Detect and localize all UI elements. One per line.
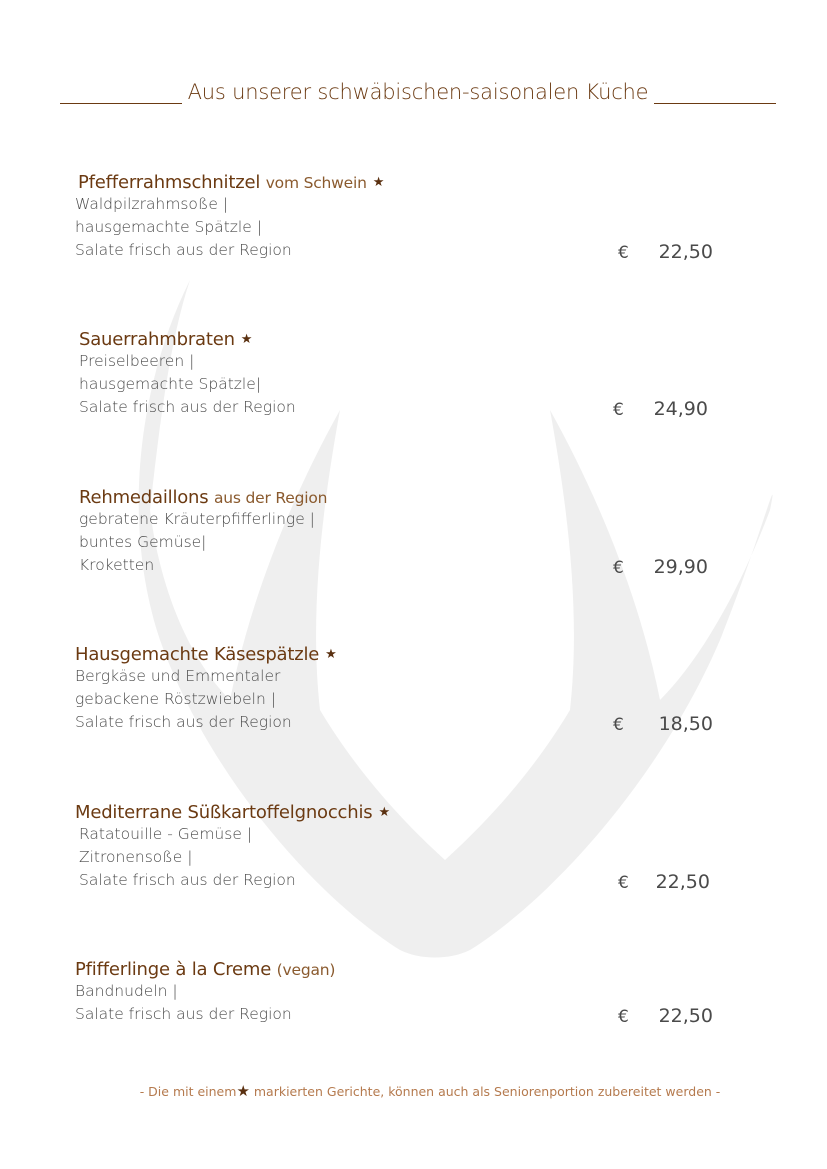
dish-description xyxy=(79,508,827,577)
section-title: Aus unserer schwäbischen-saisonalen Küche xyxy=(187,80,649,104)
dish-price: 22,50 xyxy=(658,241,713,263)
dish-description xyxy=(79,823,827,892)
description-line: Salate frisch aus der Region xyxy=(75,1005,292,1023)
description-line: buntes Gemüse| xyxy=(79,533,207,551)
dish-name-line xyxy=(75,802,827,823)
description-line: Waldpilzrahmsoße | xyxy=(75,195,229,213)
star-icon: ★ xyxy=(372,175,385,190)
star-icon: ★ xyxy=(236,1082,250,1100)
description-line: Salate frisch aus der Region xyxy=(75,713,292,731)
menu-item xyxy=(0,172,827,262)
dish-name: Rehmedaillons xyxy=(79,487,209,508)
currency-symbol: € xyxy=(618,243,629,263)
description-line: Ratatouille - Gemüse | xyxy=(79,825,253,843)
dish-price: 29,90 xyxy=(653,556,708,578)
dish-description xyxy=(79,350,827,419)
description-line: Preiselbeeren | xyxy=(79,352,195,370)
heading-rule-left xyxy=(60,81,182,104)
currency-symbol: € xyxy=(613,715,624,735)
dish-name-line xyxy=(75,644,827,665)
dish-name-line xyxy=(75,959,827,980)
description-line: Kroketten xyxy=(79,556,155,574)
dish-name: Pfefferrahmschnitzel xyxy=(78,172,261,193)
dish-name-line xyxy=(78,172,827,193)
menu-item xyxy=(0,644,827,734)
section-heading xyxy=(60,80,776,104)
currency-symbol: € xyxy=(618,873,629,893)
dish-subtitle: (vegan) xyxy=(276,961,336,979)
description-line: Salate frisch aus der Region xyxy=(79,398,296,416)
currency-symbol: € xyxy=(613,558,624,578)
description-line: Salate frisch aus der Region xyxy=(75,241,292,259)
dish-description xyxy=(75,980,827,1026)
dish-price: 22,50 xyxy=(658,1005,713,1027)
dish-subtitle: aus der Region xyxy=(213,489,328,507)
description-line: Salate frisch aus der Region xyxy=(79,871,296,889)
footer-text-after: markierten Gerichte, können auch als Seniorenportion zubereitet werden - xyxy=(253,1084,721,1099)
dish-name: Mediterrane Süßkartoffelgnocchis xyxy=(75,802,373,823)
dish-name-line xyxy=(79,487,827,508)
description-line: Bandnudeln | xyxy=(75,982,178,1000)
menu-item xyxy=(0,802,827,892)
heading-rule-right xyxy=(654,81,776,104)
dish-description xyxy=(75,665,827,734)
footer-text-before: - Die mit einem xyxy=(139,1084,237,1099)
dish-name-line xyxy=(79,329,827,350)
currency-symbol: € xyxy=(613,400,624,420)
menu-item xyxy=(0,487,827,577)
dish-subtitle: vom Schwein xyxy=(265,174,367,192)
menu-item xyxy=(0,959,827,1026)
star-icon: ★ xyxy=(378,805,390,820)
footer-note xyxy=(0,1082,827,1100)
description-line: hausgemachte Spätzle| xyxy=(79,375,261,393)
description-line: gebackene Röstzwiebeln | xyxy=(75,690,276,708)
dish-price: 24,90 xyxy=(653,398,708,420)
menu-item xyxy=(0,329,827,419)
dish-name: Sauerrahmbraten xyxy=(79,329,235,350)
star-icon: ★ xyxy=(325,647,337,662)
description-line: Zitronensoße | xyxy=(79,848,193,866)
dish-name: Hausgemachte Käsespätzle xyxy=(75,644,320,665)
description-line: hausgemachte Spätzle | xyxy=(75,218,262,236)
dish-price: 18,50 xyxy=(658,713,713,735)
currency-symbol: € xyxy=(618,1007,629,1027)
dish-description xyxy=(75,193,827,262)
description-line: Bergkäse und Emmentaler xyxy=(75,667,281,685)
star-icon: ★ xyxy=(240,332,253,347)
dish-name: Pfifferlinge à la Creme xyxy=(75,959,272,980)
dish-price: 22,50 xyxy=(655,871,710,893)
description-line: gebratene Kräuterpfifferlinge | xyxy=(79,510,315,528)
